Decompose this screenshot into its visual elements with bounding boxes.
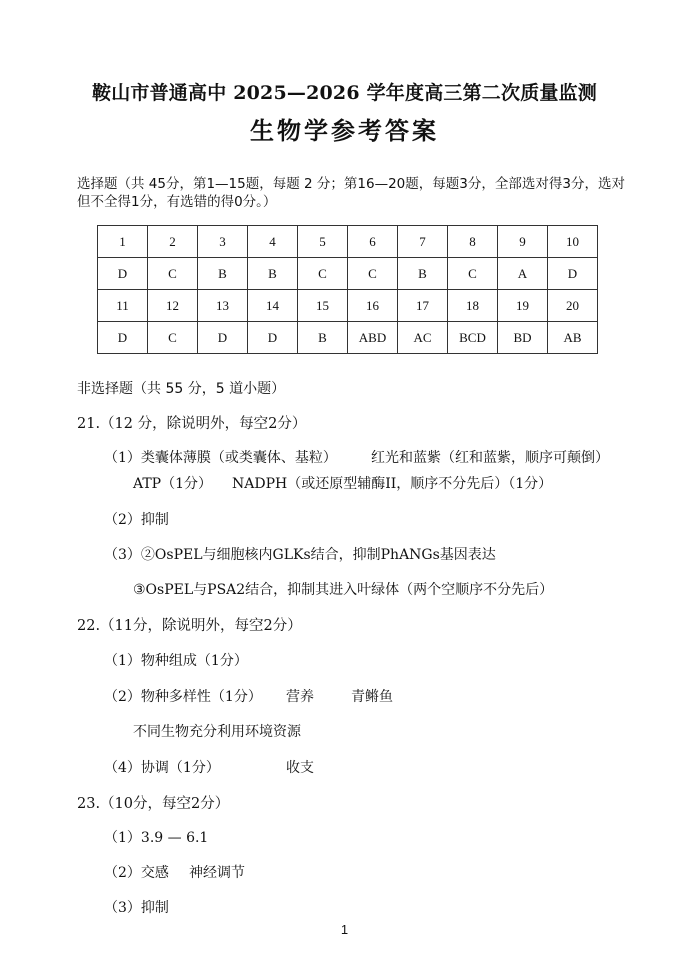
answer-cell: D [98,258,148,290]
q21-part1-answer2: 红光和蓝紫（红和蓝紫，顺序可颠倒） [371,450,609,466]
question-number-cell: 1 [98,226,148,258]
q23-part3-answer: （3）抑制 [104,900,169,916]
question-number-cell: 13 [198,290,248,322]
question-number-cell: 14 [248,290,298,322]
question-number-cell: 17 [398,290,448,322]
q22-part4-answer1: （4）协调（1分） [104,760,220,776]
exam-title: 鞍山市普通高中 2025—2026 学年度高三第二次质量监测 [92,82,597,104]
question-number-cell: 12 [148,290,198,322]
answer-cell: AB [548,322,598,354]
q22-part1-answer: （1）物种组成（1分） [104,653,248,669]
question-number-cell: 4 [248,226,298,258]
question-number-cell: 19 [498,290,548,322]
answer-cell: C [348,258,398,290]
answer-key-title: 生物学参考答案 [250,116,439,145]
page-number: 1 [340,922,349,937]
q23-part1-answer: （1）3.9 — 6.1 [104,830,209,846]
answer-cell: ABD [348,322,398,354]
question-number-cell: 10 [548,226,598,258]
q21-part3-answer1: （3）②OsPEL与细胞核内GLKs结合，抑制PhANGs基因表达 [104,547,496,563]
answer-cell: C [148,258,198,290]
q22-part2-answer4: 不同生物充分利用环境资源 [133,724,301,740]
answer-cell: BCD [448,322,498,354]
question-number-cell: 5 [298,226,348,258]
non-mc-heading: 非选择题（共 55 分，5 道小题） [77,381,286,397]
q21-part1-answer3: ATP（1分） [133,476,213,492]
q23-heading: 23.（10分，每空2分） [77,796,230,812]
q21-heading: 21.（12 分，除说明外，每空2分） [77,416,307,432]
answer-cell: AC [398,322,448,354]
question-number-cell: 3 [198,226,248,258]
answer-cell: D [98,322,148,354]
answer-cell: B [198,258,248,290]
q22-part2-answer3: 青鳉鱼 [351,689,393,705]
answer-row [98,322,598,354]
q21-part1-answer4: NADPH（或还原型辅酶II，顺序不分先后）（1分） [232,476,553,492]
question-number-row [98,290,598,322]
answer-row [98,258,598,290]
answer-cell: B [248,258,298,290]
q22-part2-answer1: （2）物种多样性（1分） [104,689,262,705]
q21-part1-answer1: （1）类囊体薄膜（或类囊体、基粒） [104,450,337,466]
answer-cell: B [398,258,448,290]
q22-heading: 22.（11分，除说明外，每空2分） [77,618,302,634]
question-number-cell: 15 [298,290,348,322]
question-number-cell: 7 [398,226,448,258]
q22-part4-answer2: 收支 [286,760,314,776]
answer-table [97,225,598,354]
answer-cell: D [198,322,248,354]
question-number-cell: 6 [348,226,398,258]
question-number-cell: 8 [448,226,498,258]
mc-instructions-line1: 选择题（共 45分，第1—15题，每题 2 分；第16—20题，每题3分，全部选对得3分，选对 [77,176,625,192]
answer-cell: C [448,258,498,290]
question-number-cell: 16 [348,290,398,322]
answer-cell: D [248,322,298,354]
question-number-cell: 18 [448,290,498,322]
q21-part3-answer2: ③OsPEL与PSA2结合，抑制其进入叶绿体（两个空顺序不分先后） [133,582,554,598]
answer-cell: D [548,258,598,290]
answer-cell: C [298,258,348,290]
mc-instructions-line2: 但不全得1分，有选错的得0分。） [77,194,277,210]
question-number-cell: 11 [98,290,148,322]
answer-cell: C [148,322,198,354]
answer-cell: B [298,322,348,354]
answer-cell: A [498,258,548,290]
q23-part2-answer2: 神经调节 [189,865,245,881]
q21-part2-answer: （2）抑制 [104,512,169,528]
question-number-cell: 9 [498,226,548,258]
q22-part2-answer2: 营养 [286,689,314,705]
answer-cell: BD [498,322,548,354]
question-number-row [98,226,598,258]
q23-part2-answer1: （2）交感 [104,865,169,881]
question-number-cell: 2 [148,226,198,258]
question-number-cell: 20 [548,290,598,322]
